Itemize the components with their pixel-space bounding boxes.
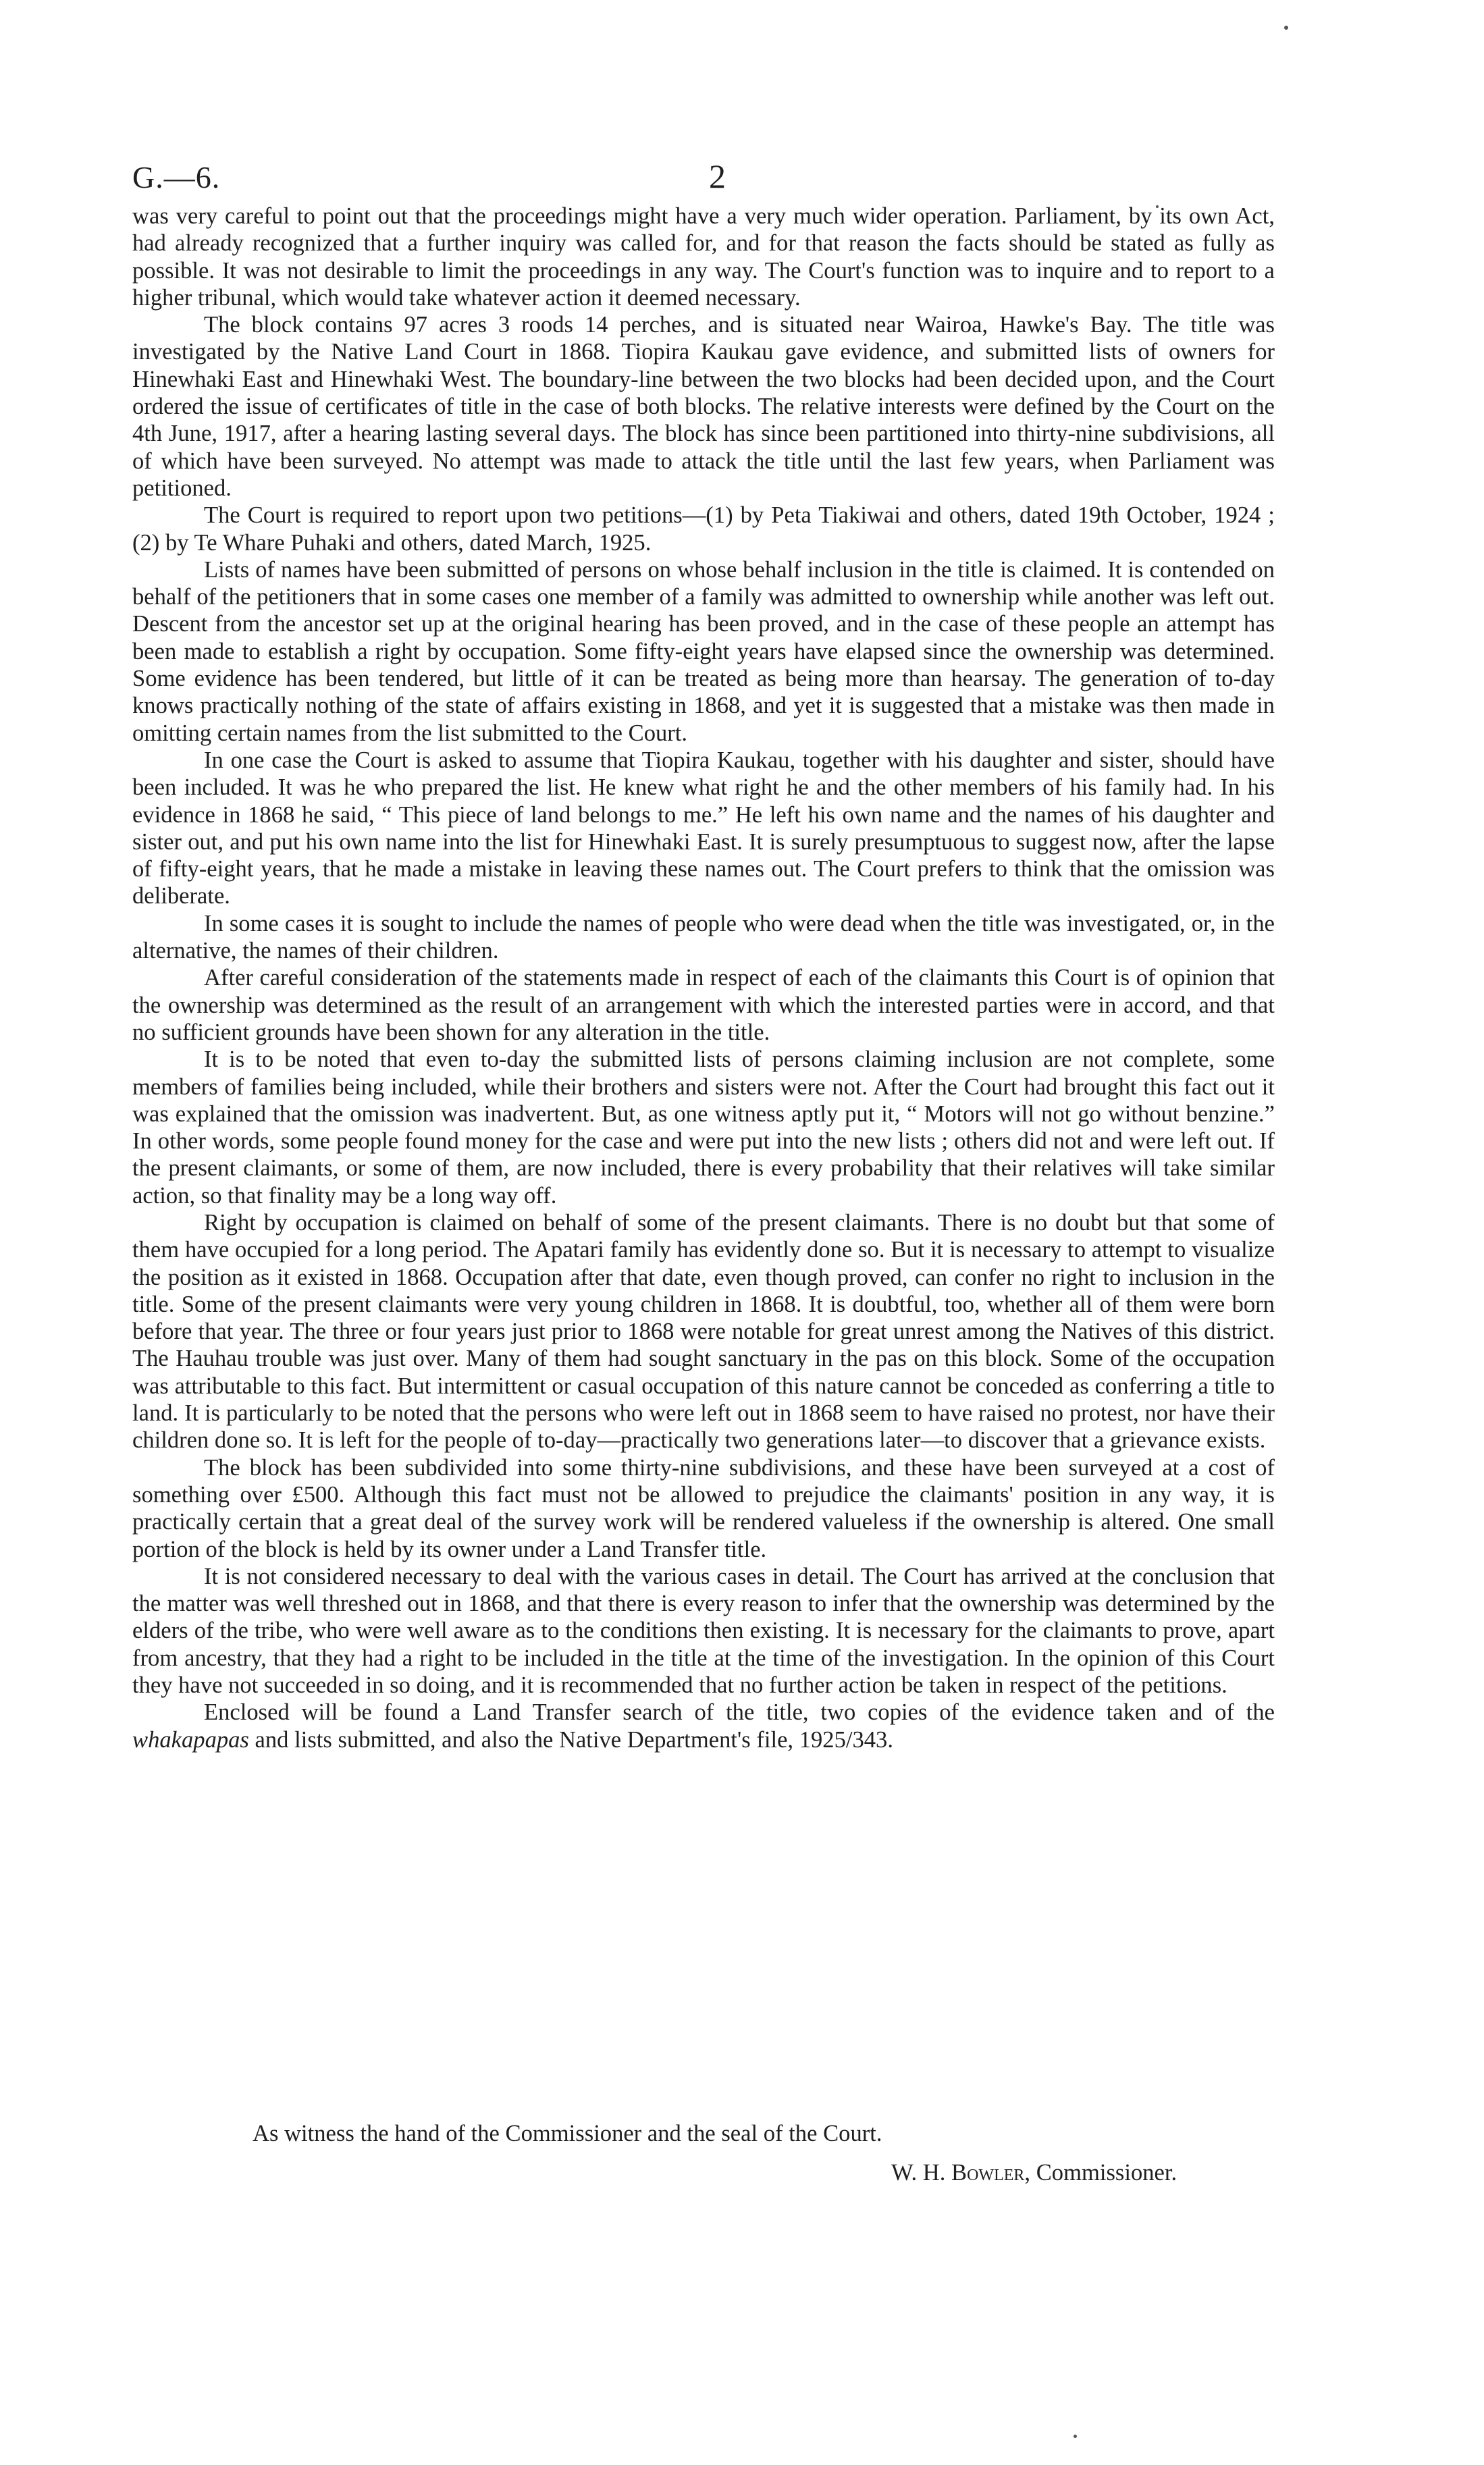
report-body	[132, 203, 1275, 1753]
enclosures-text: Enclosed will be found a Land Transfer search of the title, two copies of the evidence taken and of the	[204, 1699, 1275, 1726]
enclosures-text-end: and lists submitted, and also the Native Department's file, 1925/343.	[248, 1726, 893, 1753]
paragraph: After careful consideration of the statements made in respect of each of the claimants this Court is of opinion that the ownership was determined as the result of an arrangement with which the interested parties were in accord, and that no sufficient grounds have been shown for any alteration in the title.	[132, 965, 1275, 1045]
whakapapas-term: whakapapas	[132, 1726, 249, 1753]
paragraph: The block has been subdivided into some thirty-nine subdivisions, and these have been surveyed at a cost of something over £500. Although this fact must not be allowed to prejudice the claimants' position in any way, it is practically certain that a great deal of the survey work will be rendered valueless if the ownership is altered. One small portion of the block is held by its owner under a Land Transfer title.	[132, 1454, 1275, 1562]
witness-clause: As witness the hand of the Commissioner and the seal of the Court.	[253, 2121, 882, 2146]
paragraph: was very careful to point out that the proceedings might have a very much wider operation. Parliament, by its own Act, had already recognized that a further inquiry was called for, and for that reason the facts should be stated as fully as possible. It was not desirable to limit the proceedings in any way. The Court's function was to inquire and to report to a higher tribunal, which would take whatever action it deemed necessary.	[132, 203, 1275, 311]
paragraph: The block contains 97 acres 3 roods 14 perches, and is situated near Wairoa, Hawke's Bay. The title was investigated by the Native Land Court in 1868. Tiopira Kaukau gave evidence, and submitted lists of owners for Hinewhaki East and Hinewhaki West. The boundary-line between the two blocks had been decided upon, and the Court ordered the issue of certificates of title in the case of both blocks. The relative interests were defined by the Court on the 4th June, 1917, after a hearing lasting several days. The block has since been partitioned into thirty-nine subdivisions, all of which have been surveyed. No attempt was made to attack the title until the last few years, when Parliament was petitioned.	[132, 312, 1275, 501]
paragraph: In some cases it is sought to include the names of people who were dead when the title was investigated, or, in the alternative, the names of their children.	[132, 910, 1275, 964]
page-number: 2	[709, 157, 726, 195]
signature-title: , Commissioner.	[1024, 2160, 1177, 2185]
paragraph: The Court is required to report upon two petitions—(1) by Peta Tiakiwai and others, dated 19th October, 1924 ; (2) by Te Whare Puhaki and others, dated March, 1925.	[132, 502, 1275, 556]
page-speck	[1074, 2435, 1077, 2438]
signature-initials: W. H.	[891, 2160, 946, 2185]
paragraph-enclosures	[132, 1699, 1275, 1753]
paragraph: In one case the Court is asked to assume that Tiopira Kaukau, together with his daughter and sister, should have been included. It was he who prepared the list. He knew what right he and the other members of his family had. In his evidence in 1868 he said, “ This piece of land belongs to me.” He left his own name and the names of his daughter and sister out, and put his own name into the list for Hinewhaki East. It is surely presumptuous to suggest now, after the lapse of fifty-eight years, that he made a mistake in leaving these names out. The Court prefers to think that the omission was deliberate.	[132, 747, 1275, 909]
paragraph: Right by occupation is claimed on behalf of some of the present claimants. There is no doubt but that some of them have occupied for a long period. The Apatari family has evidently done so. But it is necessary to attempt to visualize the position as it existed in 1868. Occupation after that date, even though proved, can confer no right to inclusion in the title. Some of the present claimants were very young children in 1868. It is doubtful, too, whether all of them were born before that year. The three or four years just prior to 1868 were notable for great unrest among the Natives of this district. The Hauhau trouble was just over. Many of them had sought sanctuary in the pas on this block. Some of the occupation was attributable to this fact. But intermittent or casual occupation of this nature cannot be conceded as conferring a title to land. It is particularly to be noted that the persons who were left out in 1868 seem to have raised no protest, nor have their children done so. It is left for the people of to-day—practically two generations later—to discover that a grievance exists.	[132, 1209, 1275, 1454]
signature-surname: Bowler	[951, 2160, 1025, 2185]
paragraph: It is not considered necessary to deal with the various cases in detail. The Court has arrived at the conclusion that the matter was well threshed out in 1868, and that there is every reason to infer that the ownership was determined by the elders of the tribe, who were well aware as to the conditions then existing. It is necessary for the claimants to prove, apart from ancestry, that they had a right to be included in the title at the time of the investigation. In the opinion of this Court they have not succeeded in so doing, and it is recommended that no further action be taken in respect of the petitions.	[132, 1563, 1275, 1699]
commissioner-signature	[891, 2159, 1296, 2186]
paragraph: It is to be noted that even to-day the submitted lists of persons claiming inclusion are not complete, some members of families being included, while their brothers and sisters were not. After the Court had brought this fact out it was explained that the omission was inadvertent. But, as one witness aptly put it, “ Motors will not go without benzine.” In other words, some people found money for the case and were put into the new lists ; others did not and were left out. If the present claimants, or some of them, are now included, there is every probability that their relatives will take similar action, so that finality may be a long way off.	[132, 1046, 1275, 1209]
document-reference: G.—6.	[132, 160, 221, 194]
page-speck	[1284, 26, 1288, 30]
page-header	[132, 159, 1273, 200]
paragraph: Lists of names have been submitted of persons on whose behalf inclusion in the title is claimed. It is contended on behalf of the petitioners that in some cases one member of a family was admitted to ownership while another was left out. Descent from the ancestor set up at the original hearing has been proved, and in the case of these people an attempt has been made to establish a right by occupation. Some fifty-eight years have elapsed since the ownership was determined. Some evidence has been tendered, but little of it can be treated as being more than hearsay. The generation of to-day knows practically nothing of the state of affairs existing in 1868, and yet it is suggested that a mistake was then made in omitting certain names from the list submitted to the Court.	[132, 556, 1275, 746]
